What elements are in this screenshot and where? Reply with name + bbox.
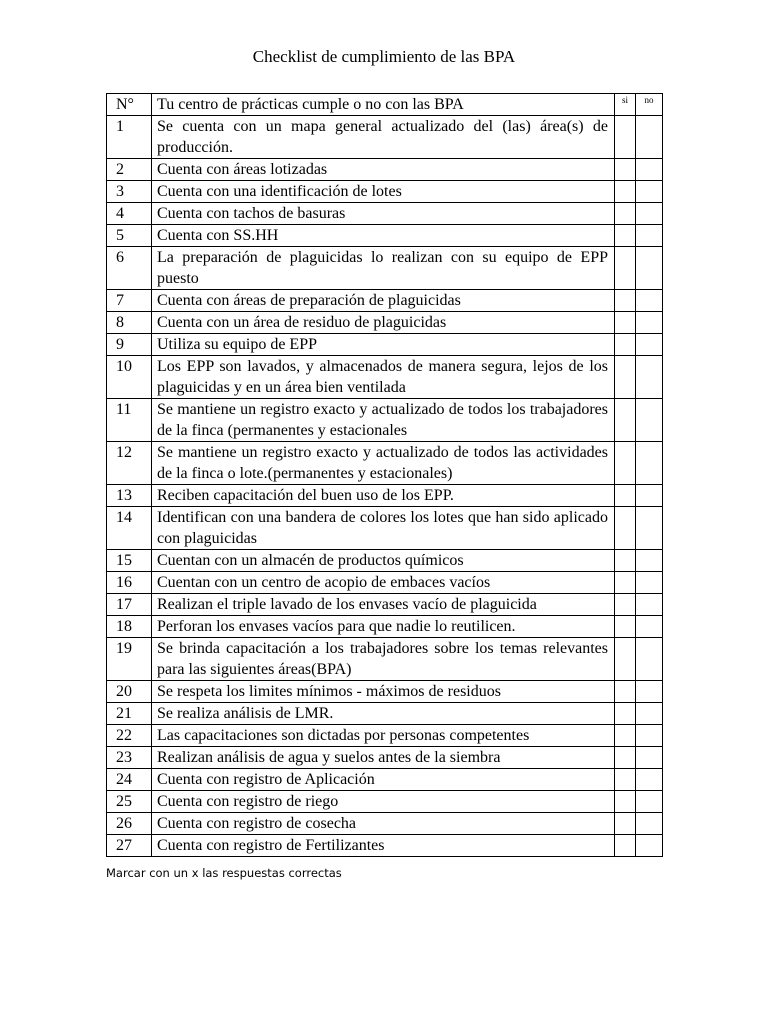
row-number: 23 bbox=[107, 747, 152, 769]
row-criterion: Cuenta con registro de Fertilizantes bbox=[152, 835, 615, 857]
row-criterion: Las capacitaciones son dictadas por personas competentes bbox=[152, 725, 615, 747]
row-criterion: Cuenta con tachos de basuras bbox=[152, 203, 615, 225]
table-row bbox=[107, 507, 663, 550]
row-criterion: Cuenta con registro de cosecha bbox=[152, 813, 615, 835]
answer-no-cell[interactable] bbox=[636, 290, 663, 312]
table-row bbox=[107, 813, 663, 835]
answer-yes-cell[interactable] bbox=[615, 203, 636, 225]
row-number: 27 bbox=[107, 835, 152, 857]
table-row bbox=[107, 247, 663, 290]
row-criterion: Reciben capacitación del buen uso de los EPP. bbox=[152, 485, 615, 507]
row-number: 26 bbox=[107, 813, 152, 835]
answer-no-cell[interactable] bbox=[636, 334, 663, 356]
answer-yes-cell[interactable] bbox=[615, 334, 636, 356]
answer-no-cell[interactable] bbox=[636, 572, 663, 594]
answer-yes-cell[interactable] bbox=[615, 225, 636, 247]
table-row bbox=[107, 769, 663, 791]
header-question: Tu centro de prácticas cumple o no con las BPA bbox=[152, 94, 615, 116]
row-number: 6 bbox=[107, 247, 152, 290]
row-number: 8 bbox=[107, 312, 152, 334]
row-number: 21 bbox=[107, 703, 152, 725]
row-number: 13 bbox=[107, 485, 152, 507]
answer-no-cell[interactable] bbox=[636, 203, 663, 225]
table-row bbox=[107, 203, 663, 225]
row-criterion: Se respeta los limites mínimos - máximos de residuos bbox=[152, 681, 615, 703]
answer-no-cell[interactable] bbox=[636, 638, 663, 681]
table-row bbox=[107, 791, 663, 813]
row-number: 5 bbox=[107, 225, 152, 247]
answer-no-cell[interactable] bbox=[636, 116, 663, 159]
answer-yes-cell[interactable] bbox=[615, 813, 636, 835]
answer-no-cell[interactable] bbox=[636, 725, 663, 747]
answer-yes-cell[interactable] bbox=[615, 681, 636, 703]
answer-no-cell[interactable] bbox=[636, 225, 663, 247]
row-criterion: Cuenta con un área de residuo de plaguicidas bbox=[152, 312, 615, 334]
answer-yes-cell[interactable] bbox=[615, 638, 636, 681]
answer-yes-cell[interactable] bbox=[615, 159, 636, 181]
row-number: 25 bbox=[107, 791, 152, 813]
table-row bbox=[107, 116, 663, 159]
row-criterion: Perforan los envases vacíos para que nadie lo reutilicen. bbox=[152, 616, 615, 638]
answer-yes-cell[interactable] bbox=[615, 356, 636, 399]
answer-no-cell[interactable] bbox=[636, 312, 663, 334]
table-row bbox=[107, 290, 663, 312]
row-criterion: Cuenta con registro de Aplicación bbox=[152, 769, 615, 791]
footnote-instruction: Marcar con un x las respuestas correctas bbox=[106, 866, 342, 880]
answer-yes-cell[interactable] bbox=[615, 485, 636, 507]
answer-no-cell[interactable] bbox=[636, 813, 663, 835]
answer-no-cell[interactable] bbox=[636, 616, 663, 638]
answer-no-cell[interactable] bbox=[636, 399, 663, 442]
answer-yes-cell[interactable] bbox=[615, 247, 636, 290]
row-criterion: Se realiza análisis de LMR. bbox=[152, 703, 615, 725]
answer-no-cell[interactable] bbox=[636, 681, 663, 703]
table-row bbox=[107, 616, 663, 638]
table-row bbox=[107, 572, 663, 594]
row-criterion: Los EPP son lavados, y almacenados de manera segura, lejos de los plaguicidas y en un área bien ventilada bbox=[152, 356, 615, 399]
row-number: 14 bbox=[107, 507, 152, 550]
table-row bbox=[107, 594, 663, 616]
answer-no-cell[interactable] bbox=[636, 747, 663, 769]
table-row bbox=[107, 312, 663, 334]
answer-yes-cell[interactable] bbox=[615, 835, 636, 857]
row-criterion: Se mantiene un registro exacto y actualizado de todos los trabajadores de la finca (permanentes y estacionales bbox=[152, 399, 615, 442]
answer-yes-cell[interactable] bbox=[615, 181, 636, 203]
answer-no-cell[interactable] bbox=[636, 159, 663, 181]
row-number: 9 bbox=[107, 334, 152, 356]
answer-yes-cell[interactable] bbox=[615, 791, 636, 813]
row-number: 10 bbox=[107, 356, 152, 399]
answer-no-cell[interactable] bbox=[636, 356, 663, 399]
answer-yes-cell[interactable] bbox=[615, 312, 636, 334]
table-row bbox=[107, 638, 663, 681]
answer-no-cell[interactable] bbox=[636, 247, 663, 290]
answer-no-cell[interactable] bbox=[636, 507, 663, 550]
answer-yes-cell[interactable] bbox=[615, 507, 636, 550]
answer-yes-cell[interactable] bbox=[615, 747, 636, 769]
row-number: 1 bbox=[107, 116, 152, 159]
answer-yes-cell[interactable] bbox=[615, 550, 636, 572]
answer-no-cell[interactable] bbox=[636, 181, 663, 203]
answer-no-cell[interactable] bbox=[636, 594, 663, 616]
answer-yes-cell[interactable] bbox=[615, 725, 636, 747]
answer-no-cell[interactable] bbox=[636, 703, 663, 725]
answer-yes-cell[interactable] bbox=[615, 769, 636, 791]
row-number: 22 bbox=[107, 725, 152, 747]
row-criterion: Se brinda capacitación a los trabajadores sobre los temas relevantes para las siguientes áreas(BPA) bbox=[152, 638, 615, 681]
answer-no-cell[interactable] bbox=[636, 485, 663, 507]
answer-yes-cell[interactable] bbox=[615, 399, 636, 442]
answer-no-cell[interactable] bbox=[636, 442, 663, 485]
row-number: 20 bbox=[107, 681, 152, 703]
answer-yes-cell[interactable] bbox=[615, 616, 636, 638]
row-number: 15 bbox=[107, 550, 152, 572]
table-row bbox=[107, 399, 663, 442]
table-header-row bbox=[107, 94, 663, 116]
table-row bbox=[107, 225, 663, 247]
answer-no-cell[interactable] bbox=[636, 791, 663, 813]
row-number: 11 bbox=[107, 399, 152, 442]
table-row bbox=[107, 725, 663, 747]
table-row bbox=[107, 550, 663, 572]
table-row bbox=[107, 835, 663, 857]
table-row bbox=[107, 442, 663, 485]
row-criterion: Utiliza su equipo de EPP bbox=[152, 334, 615, 356]
row-number: 24 bbox=[107, 769, 152, 791]
answer-yes-cell[interactable] bbox=[615, 572, 636, 594]
answer-yes-cell[interactable] bbox=[615, 442, 636, 485]
table-row bbox=[107, 747, 663, 769]
table-row bbox=[107, 485, 663, 507]
row-number: 19 bbox=[107, 638, 152, 681]
answer-no-cell[interactable] bbox=[636, 769, 663, 791]
table-row bbox=[107, 181, 663, 203]
row-criterion: Se cuenta con un mapa general actualizado del (las) área(s) de producción. bbox=[152, 116, 615, 159]
answer-no-cell[interactable] bbox=[636, 835, 663, 857]
answer-yes-cell[interactable] bbox=[615, 594, 636, 616]
row-criterion: Cuenta con registro de riego bbox=[152, 791, 615, 813]
answer-yes-cell[interactable] bbox=[615, 116, 636, 159]
header-yes: si bbox=[615, 94, 636, 116]
row-number: 4 bbox=[107, 203, 152, 225]
row-criterion: Cuenta con SS.HH bbox=[152, 225, 615, 247]
answer-yes-cell[interactable] bbox=[615, 290, 636, 312]
row-criterion: La preparación de plaguicidas lo realizan con su equipo de EPP puesto bbox=[152, 247, 615, 290]
header-number: N° bbox=[107, 94, 152, 116]
row-number: 12 bbox=[107, 442, 152, 485]
answer-yes-cell[interactable] bbox=[615, 703, 636, 725]
row-number: 7 bbox=[107, 290, 152, 312]
row-criterion: Cuenta con una identificación de lotes bbox=[152, 181, 615, 203]
row-criterion: Cuenta con áreas de preparación de plaguicidas bbox=[152, 290, 615, 312]
checklist-table bbox=[106, 93, 663, 857]
row-criterion: Cuenta con áreas lotizadas bbox=[152, 159, 615, 181]
row-number: 18 bbox=[107, 616, 152, 638]
row-criterion: Se mantiene un registro exacto y actualizado de todos las actividades de la finca o lote.(permanentes y estacionales) bbox=[152, 442, 615, 485]
row-number: 2 bbox=[107, 159, 152, 181]
row-number: 3 bbox=[107, 181, 152, 203]
row-criterion: Cuentan con un almacén de productos químicos bbox=[152, 550, 615, 572]
row-criterion: Cuentan con un centro de acopio de embaces vacíos bbox=[152, 572, 615, 594]
document-title: Checklist de cumplimiento de las BPA bbox=[252, 47, 516, 66]
table-row bbox=[107, 356, 663, 399]
table-row bbox=[107, 703, 663, 725]
row-number: 17 bbox=[107, 594, 152, 616]
row-criterion: Realizan análisis de agua y suelos antes de la siembra bbox=[152, 747, 615, 769]
table-row bbox=[107, 159, 663, 181]
table-row bbox=[107, 334, 663, 356]
row-criterion: Identifican con una bandera de colores los lotes que han sido aplicado con plaguicidas bbox=[152, 507, 615, 550]
row-number: 16 bbox=[107, 572, 152, 594]
answer-no-cell[interactable] bbox=[636, 550, 663, 572]
header-no: no bbox=[636, 94, 663, 116]
table-row bbox=[107, 681, 663, 703]
row-criterion: Realizan el triple lavado de los envases vacío de plaguicida bbox=[152, 594, 615, 616]
